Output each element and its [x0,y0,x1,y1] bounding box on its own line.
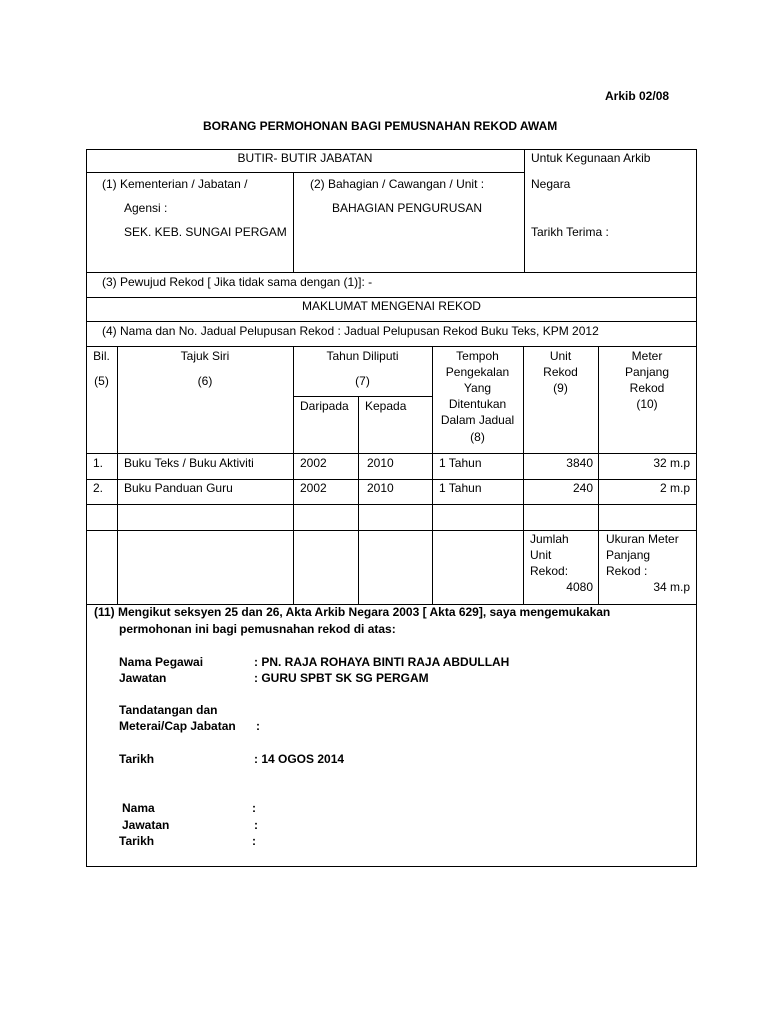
row-daripada: 2002 [300,481,327,495]
received-date-label: Tarikh Terima : [531,225,609,239]
total-meter-label-2: Panjang [606,548,651,562]
col-bil: Bil. [93,349,110,363]
row-unit: 3840 [566,456,593,470]
seal-colon: : [256,719,260,733]
col-tempoh-3: Yang [463,381,492,395]
field1-label-cont: Agensi : [124,201,168,215]
row-tempoh: 1 Tahun [439,481,482,495]
row-kepada: 2010 [367,456,394,470]
reference-number: Arkib 02/08 [605,89,670,103]
declaration-line1: (11) Mengikut seksyen 25 dan 26, Akta Arkib Negara 2003 [ Akta 629], saya mengemukakan [94,605,611,619]
row-bil: 2. [93,481,104,495]
row-unit: 240 [572,481,593,495]
total-meter-label: Ukuran Meter [606,532,679,546]
row-bil: 1. [93,456,104,470]
col-tajuk: Tajuk Siri [180,349,230,363]
col-tempoh-4: Ditentukan [448,397,507,411]
col-tahun: Tahun Diliputi [326,349,399,363]
declaration-line2: permohonan ini bagi pemusnahan rekod di atas: [119,622,396,636]
approver-name-label: Nama [122,801,155,815]
officer-name-label: Nama Pegawai [119,655,204,669]
col-tempoh-5: Dalam Jadual [440,413,515,427]
col-unit-no: (9) [553,381,568,395]
col-meter-2: Panjang [624,365,670,379]
officer-name-value: : PN. RAJA ROHAYA BINTI RAJA ABDULLAH [254,655,510,669]
col-meter-no: (10) [636,397,658,411]
seal-label: Meterai/Cap Jabatan [119,719,236,733]
jabatan-header: BUTIR- BUTIR JABATAN [237,151,373,165]
field2-label: (2) Bahagian / Cawangan / Unit : [310,177,485,191]
total-unit-value: 4080 [566,580,593,594]
col-unit-2: Rekod [543,365,578,379]
col-tempoh-no: (8) [470,430,485,444]
col-meter-3: Rekod [629,381,665,395]
field1-label: (1) Kementerian / Jabatan / [102,177,248,191]
form-title: BORANG PERMOHONAN BAGI PEMUSNAHAN REKOD AWAM [203,119,558,133]
total-meter-label-3: Rekod : [606,564,648,578]
col-kepada: Kepada [365,399,407,413]
field3-label: (3) Pewujud Rekod [ Jika tidak sama dengan (1)]: - [102,275,373,289]
approver-position-label: Jawatan [122,818,170,832]
total-unit-label-2: Unit [530,548,552,562]
date-label: Tarikh [119,752,155,766]
officer-position-value: : GURU SPBT SK SG PERGAM [254,671,429,685]
signature-label: Tandatangan dan [119,703,218,717]
section-header: MAKLUMAT MENGENAI REKOD [302,299,481,313]
row-daripada: 2002 [300,456,327,470]
officer-position-label: Jawatan [119,671,167,685]
col-tahun-no: (7) [355,374,370,388]
arkib-use-label: Untuk Kegunaan Arkib [531,151,651,165]
date-value: : 14 OGOS 2014 [254,752,345,766]
approver-date-label: Tarikh [119,834,155,848]
row-tajuk: Buku Teks / Buku Aktiviti [124,456,254,470]
field4-label: (4) Nama dan No. Jadual Pelupusan Rekod : Jadual Pelupusan Rekod Buku Teks, KPM 2012 [102,324,599,338]
col-bil-no: (5) [94,374,109,388]
field2-value: BAHAGIAN PENGURUSAN [332,201,483,215]
row-tempoh: 1 Tahun [439,456,482,470]
approver-name-colon: : [252,801,256,815]
field1-value: SEK. KEB. SUNGAI PERGAM [124,225,287,239]
approver-position-colon: : [254,818,258,832]
row-tajuk: Buku Panduan Guru [124,481,233,495]
total-meter-value: 34 m.p [653,580,690,594]
row-meter: 32 m.p [653,456,690,470]
col-meter: Meter [631,349,663,363]
col-tempoh: Tempoh [456,349,499,363]
col-tajuk-no: (6) [197,374,213,388]
approver-date-colon: : [252,834,256,848]
total-unit-label: Jumlah [530,532,569,546]
col-unit: Unit [549,349,572,363]
col-tempoh-2: Pengekalan [445,365,510,379]
row-kepada: 2010 [367,481,394,495]
arkib-use-label-cont: Negara [531,177,571,191]
total-unit-label-3: Rekod: [530,564,569,578]
row-meter: 2 m.p [659,481,690,495]
col-daripada: Daripada [300,399,349,413]
